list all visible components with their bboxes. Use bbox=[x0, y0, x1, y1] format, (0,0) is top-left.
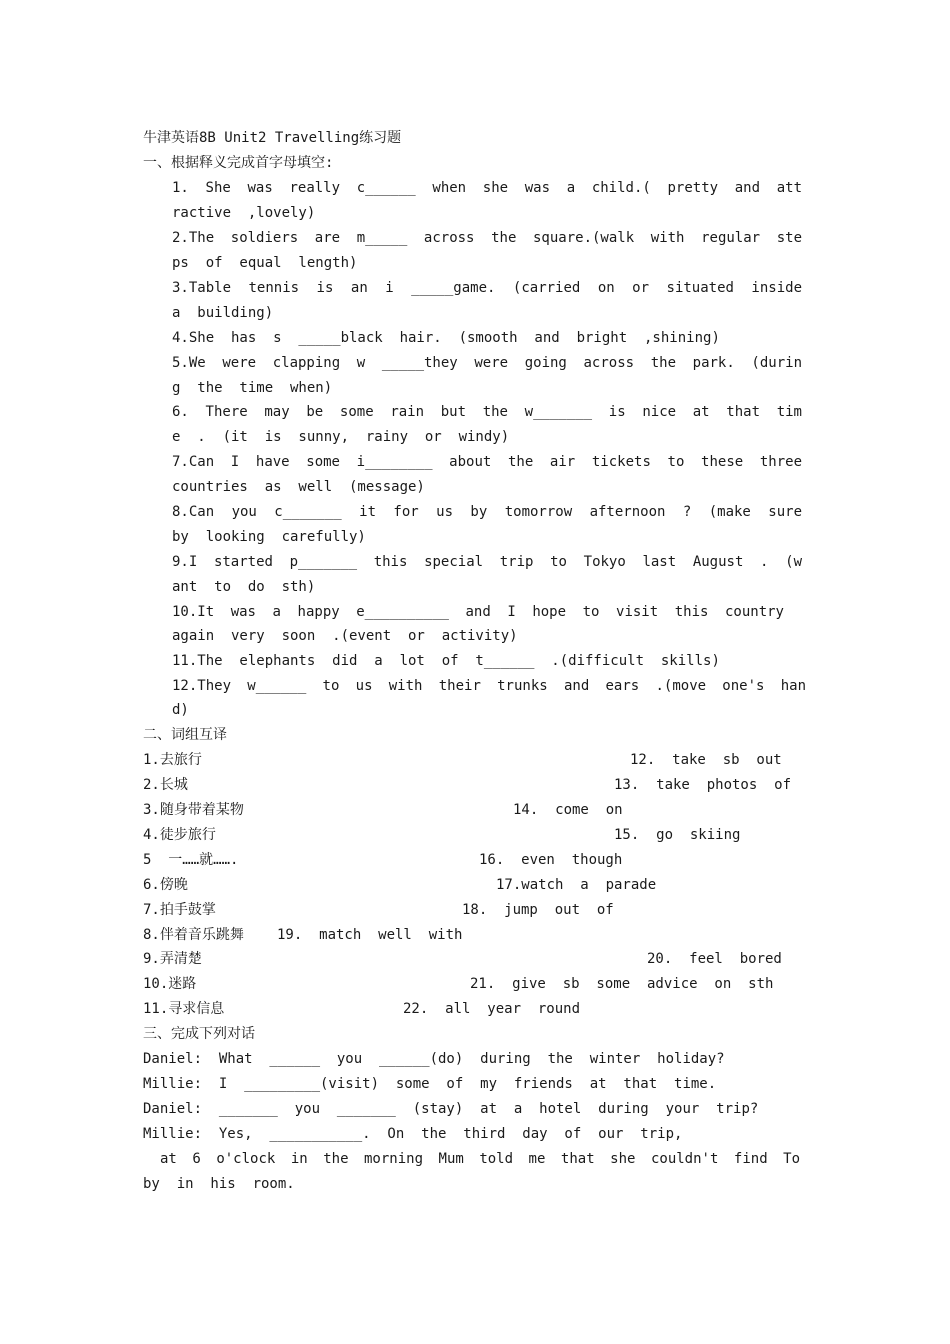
exercise-line: d) bbox=[172, 702, 189, 718]
exercise-line: 12.They w______ to us with their trunks and ears .(move one's han bbox=[172, 678, 806, 694]
phrase-english: 20. feel bored bbox=[647, 951, 782, 967]
exercise-line: ant to do sth) bbox=[172, 579, 316, 595]
exercise-line: countries as well (message) bbox=[172, 479, 425, 495]
exercise-line: 1. She was really c______ when she was a child.( pretty and att bbox=[172, 180, 802, 196]
exercise-line: 7.Can I have some i________ about the air tickets to these three bbox=[172, 454, 802, 470]
phrase-chinese: 3.随身带着某物 bbox=[143, 802, 244, 818]
exercise-line: 4.She has s _____black hair. (smooth and bright ,shining) bbox=[172, 330, 720, 346]
phrase-chinese: 2.长城 bbox=[143, 777, 188, 793]
exercise-line: 5.We were clapping w _____they were going across the park. (durin bbox=[172, 355, 802, 371]
exercise-line: 10.It was a happy e__________ and I hope to visit this country bbox=[172, 604, 784, 620]
phrase-english: 21. give sb some advice on sth bbox=[470, 976, 774, 992]
exercise-line: a building) bbox=[172, 305, 274, 321]
exercise-line: 2.The soldiers are m_____ across the square.(walk with regular ste bbox=[172, 230, 802, 246]
phrase-chinese: 7.拍手鼓掌 bbox=[143, 902, 216, 918]
exercise-line: e . (it is sunny, rainy or windy) bbox=[172, 429, 510, 445]
phrase-english: 19. match well with bbox=[277, 927, 463, 943]
section-1-heading: 一、根据释义完成首字母填空: bbox=[143, 155, 334, 171]
exercise-line: 9.I started p_______ this special trip to Tokyo last August . (w bbox=[172, 554, 802, 570]
document-title: 牛津英语8B Unit2 Travelling练习题 bbox=[143, 130, 402, 146]
exercise-line: 6. There may be some rain but the w_______ is nice at that tim bbox=[172, 404, 802, 420]
dialogue-line: Daniel: What ______ you ______(do) during the winter holiday? bbox=[143, 1051, 725, 1067]
dialogue-line: Daniel: _______ you _______ (stay) at a hotel during your trip? bbox=[143, 1101, 759, 1117]
exercise-line: 3.Table tennis is an i _____game. (carried on or situated inside bbox=[172, 280, 802, 296]
phrase-english: 16. even though bbox=[479, 852, 623, 868]
phrase-english: 22. all year round bbox=[403, 1001, 581, 1017]
section-3-heading: 三、完成下列对话 bbox=[143, 1026, 255, 1042]
phrase-chinese: 8.伴着音乐跳舞 bbox=[143, 927, 244, 943]
dialogue-line: Millie: I _________(visit) some of my friends at that time. bbox=[143, 1076, 717, 1092]
phrase-english: 17.watch a parade bbox=[496, 877, 657, 893]
phrase-english: 18. jump out of bbox=[462, 902, 614, 918]
dialogue-line: at 6 o'clock in the morning Mum told me that she couldn't find To bbox=[160, 1151, 800, 1167]
exercise-line: ractive ,lovely) bbox=[172, 205, 316, 221]
phrase-chinese: 5 一……就……. bbox=[143, 852, 239, 868]
phrase-chinese: 11.寻求信息 bbox=[143, 1001, 225, 1017]
exercise-line: again very soon .(event or activity) bbox=[172, 628, 518, 644]
phrase-english: 14. come on bbox=[513, 802, 623, 818]
section-2-heading: 二、词组互译 bbox=[143, 727, 227, 743]
phrase-chinese: 9.弄清楚 bbox=[143, 951, 202, 967]
phrase-english: 13. take photos of bbox=[614, 777, 792, 793]
phrase-chinese: 6.傍晚 bbox=[143, 877, 188, 893]
exercise-line: ps of equal length) bbox=[172, 255, 358, 271]
phrase-chinese: 1.去旅行 bbox=[143, 752, 202, 768]
phrase-english: 12. take sb out bbox=[630, 752, 782, 768]
dialogue-line: Millie: Yes, ___________. On the third day of our trip, bbox=[143, 1126, 683, 1142]
phrase-chinese: 10.迷路 bbox=[143, 976, 197, 992]
dialogue-line: by in his room. bbox=[143, 1176, 295, 1192]
exercise-line: g the time when) bbox=[172, 380, 333, 396]
phrase-english: 15. go skiing bbox=[614, 827, 741, 843]
exercise-line: 11.The elephants did a lot of t______ .(difficult skills) bbox=[172, 653, 720, 669]
exercise-line: by looking carefully) bbox=[172, 529, 366, 545]
exercise-line: 8.Can you c_______ it for us by tomorrow afternoon ? (make sure bbox=[172, 504, 802, 520]
phrase-chinese: 4.徒步旅行 bbox=[143, 827, 216, 843]
